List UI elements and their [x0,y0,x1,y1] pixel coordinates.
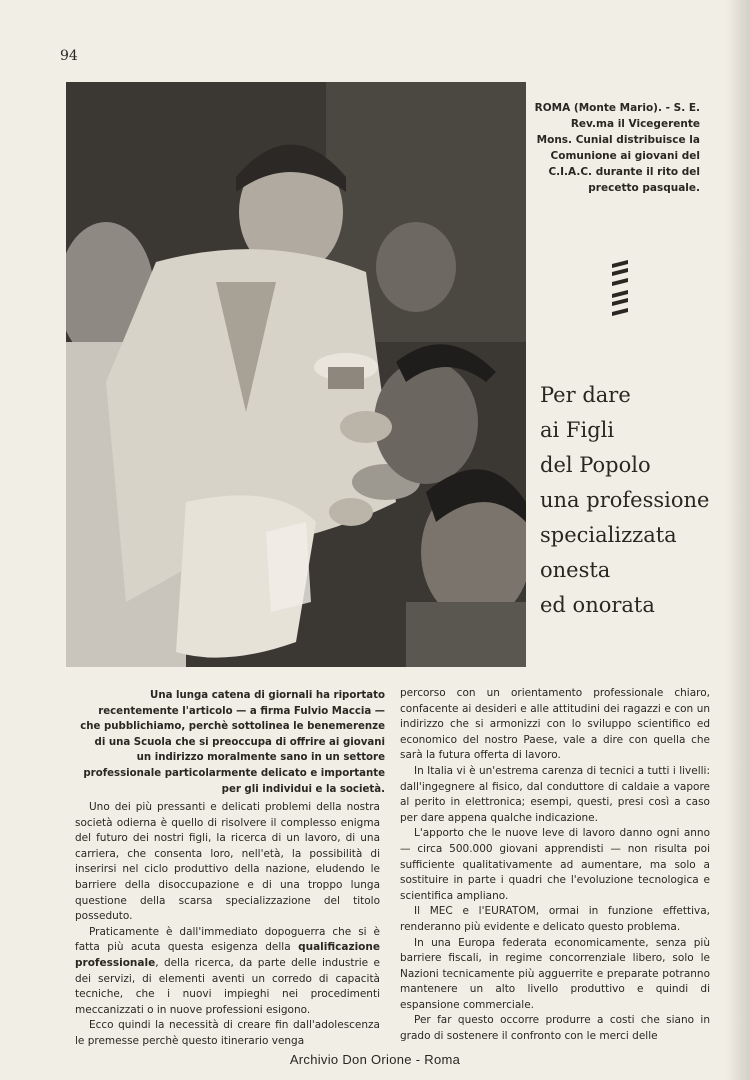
article-intro: Una lunga catena di giornali ha riportato recentemente l'articolo — a firma Fulvio Maccia — che pubblichiamo, perchè sottolinea le benemerenze di una Scuola che si preoccupa di offrire ai giovani un indirizzo moralmente sano in un settore professionale particolarmente delicato e importante per gli individui e la società. [80,690,385,795]
paragraph: Per far questo occorre produrre a costi che siano in grado di sostenere il confronto con le merci delle [400,1014,710,1043]
emphasis-text: qualificazione professionale [75,941,380,969]
paragraph-text: Praticamente è dall'immediato dopoguerra che si è fatta più acuta questa esigenza della [75,925,380,954]
photo-caption: ROMA (Monte Mario). - S. E. Rev.ma il Vicegerente Mons. Cunial distribuisce la Comunione ai giovani del C.I.A.C. durante il rito del precetto pasquale. [534,102,700,194]
article-column-left [75,800,380,1050]
paragraph: percorso con un orientamento professionale chiaro, confacente ai desideri e alle attitudini dei ragazzi e con un indirizzo che si armonizzi con lo sviluppo scientifico ed economico del nostro Paese, vale a dire con quella che sarà la futura offerta di lavoro. [400,687,710,762]
page-edge-shadow [726,0,750,1080]
headline-line: ai Figli [540,418,615,442]
headline-line: specializzata [540,523,677,547]
paragraph: In Italia vi è un'estrema carenza di tecnici a tutti i livelli: dall'ingegnere al fisico, dal conduttore di caldaie a vapore al perito in elettronica; esempi, questi, presi così a caso per dare appena qualche indicazione. [400,764,710,824]
headline [540,378,740,623]
headline-line: onesta [540,558,611,582]
archive-footer: Archivio Don Orione - Roma [289,1052,461,1067]
decorative-ornament [608,258,632,322]
headline-line: ed onorata [540,593,655,617]
communion-photo [66,82,526,667]
article-column-right [400,686,710,1045]
paragraph-text: , della ricerca, da parte delle industrie e dei servizi, di elementi aventi un corredo di capacità tecniche, che i nuovi impieghi nei procedimenti meccanizzati o in nuove professioni esigono. [75,956,380,1016]
paragraph: Ecco quindi la necessità di creare fin dall'adolescenza le premesse perchè questo itinerario venga [75,1019,380,1047]
paragraph [75,925,380,1019]
headline-line: Per dare [540,383,631,407]
paragraph: In una Europa federata economicamente, senza più barriere fiscali, in regime concorrenziale libero, solo le Nazioni tecnicamente più agguerrite e preparate potranno mantenere un alto livello produttivo e quindi di espansione commerciale. [400,936,710,1011]
paragraph: Il MEC e l'EURATOM, ormai in funzione effettiva, renderanno più evidente e delicato questo problema. [400,905,710,933]
paragraph: L'apporto che le nuove leve di lavoro danno ogni anno — circa 500.000 giovani apprendisti — non risulta poi sufficiente qualitativamente ad aumentare, ma solo a sostituire in parte i quadri che l'evoluzione tecnologica e scientifica ampliano. [400,827,710,902]
headline-line: del Popolo [540,453,651,477]
paragraph: Uno dei più pressanti e delicati problemi della nostra società odierna è quello di risolvere il complesso enigma del futuro dei nostri figli, la ricerca di un lavoro, di una carriera, che consenta loro, nell'età, la possibilità di inserirsi nel ciclo produttivo della nazione, eludendo le barriere della disoccupazione e di una troppo lunga questione della scarsa specializzazione del titolo posseduto. [75,801,380,923]
photo-illustration [66,82,526,667]
page-number: 94 [60,48,78,64]
headline-line: una professione [540,488,710,512]
